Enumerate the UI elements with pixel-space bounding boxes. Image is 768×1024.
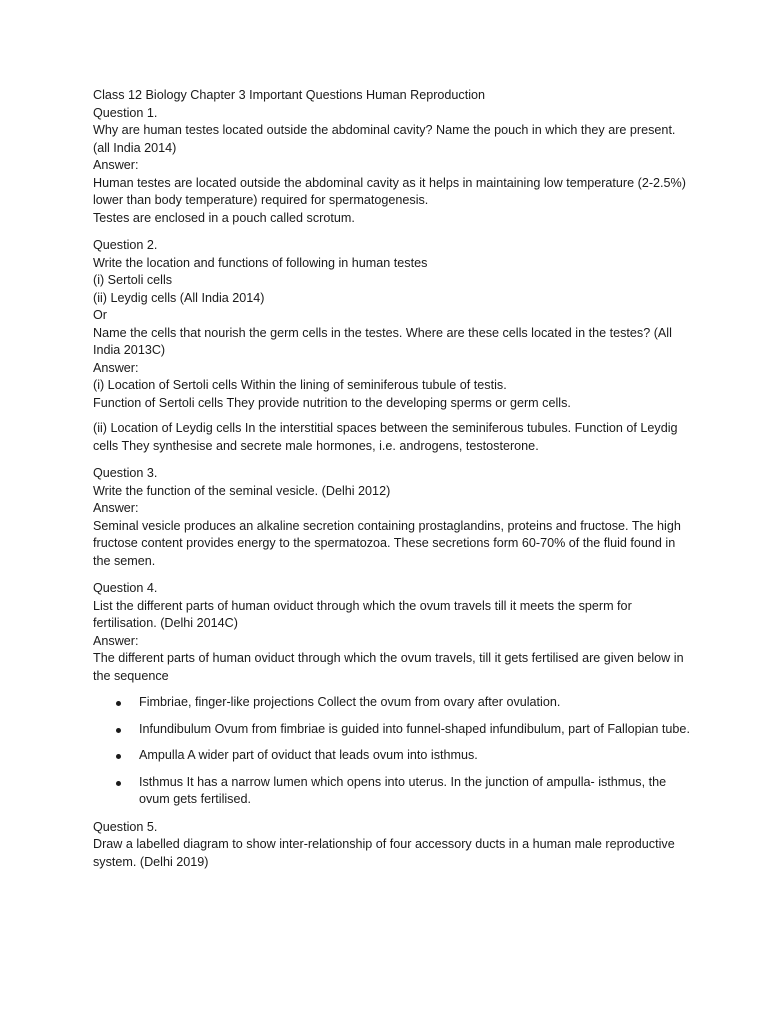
answer-label: Answer: [93, 360, 139, 375]
question-text: Draw a labelled diagram to show inter-relationship of four accessory ducts in a human male reproductive system. (Delhi 2019) [93, 837, 675, 869]
document-title: Class 12 Biology Chapter 3 Important Questions Human Reproduction [93, 88, 486, 102]
question-5 [93, 819, 693, 872]
answer-text: (ii) Location of Leydig cells In the interstitial spaces between the seminiferous tubules. Function of Leydig cells They synthesise and secrete male hormones, i.e. androgens, testosterone. [93, 421, 678, 453]
question-text: Why are human testes located outside the abdominal cavity? Name the pouch in which they are present. (all India 2014) [93, 123, 676, 155]
answer-text: Function of Sertoli cells They provide nutrition to the developing sperms or germ cells. [93, 395, 571, 410]
answer-text: Seminal vesicle produces an alkaline secretion containing prostaglandins, proteins and fructose. The high fructose content provides energy to the spermatozoa. These secretions form 60-70% of the fluid found in the semen. [93, 518, 681, 568]
question-2 [93, 237, 693, 455]
list-item [93, 747, 693, 765]
list-item-text: Fimbriae, finger-like projections Collect the ovum from ovary after ovulation. [139, 695, 561, 709]
question-text: Write the function of the seminal vesicle. (Delhi 2012) [93, 483, 391, 498]
list-item-text: Ampulla A wider part of oviduct that leads ovum into isthmus. [139, 748, 478, 762]
question-text: List the different parts of human oviduct through which the ovum travels till it meets the sperm for fertilisation. (Delhi 2014C) [93, 598, 632, 630]
question-heading: Question 4. [93, 581, 158, 595]
list-item [93, 774, 693, 809]
answer-text: Testes are enclosed in a pouch called scrotum. [93, 210, 355, 225]
answer-text: The different parts of human oviduct through which the ovum travels, till it gets fertilised are given below in the sequence [93, 651, 684, 683]
list-item-text: Infundibulum Ovum from fimbriae is guided into funnel-shaped infundibulum, part of Fallopian tube. [139, 721, 690, 736]
question-item: (ii) Leydig cells (All India 2014) [93, 290, 265, 305]
answer-label: Answer: [93, 158, 139, 172]
question-4 [93, 580, 693, 809]
question-item: (i) Sertoli cells [93, 273, 173, 287]
answer-text: (i) Location of Sertoli cells Within the lining of seminiferous tubule of testis. [93, 378, 507, 392]
list-item [93, 721, 693, 739]
document-page [93, 87, 693, 881]
question-text: Write the location and functions of following in human testes [93, 255, 428, 270]
question-3 [93, 465, 693, 570]
bullet-icon [116, 781, 121, 786]
bullet-icon [116, 728, 121, 733]
bullet-list [93, 694, 693, 809]
question-1 [93, 105, 693, 228]
bullet-icon [116, 701, 121, 706]
question-heading: Question 1. [93, 105, 158, 120]
or-separator: Or [93, 308, 107, 322]
answer-label: Answer: [93, 633, 139, 648]
question-heading: Question 5. [93, 819, 158, 834]
list-item [93, 694, 693, 712]
question-heading: Question 3. [93, 466, 158, 480]
question-heading: Question 2. [93, 238, 158, 252]
list-item-text: Isthmus It has a narrow lumen which opens into uterus. In the junction of ampulla- isthmus, the ovum gets fertilised. [139, 774, 667, 806]
question-text-alt: Name the cells that nourish the germ cells in the testes. Where are these cells located in the testes? (All India 2013C) [93, 325, 672, 357]
answer-text: Human testes are located outside the abdominal cavity as it helps in maintaining low temperature (2-2.5%) lower than body temperature) required for spermatogenesis. [93, 175, 686, 207]
bullet-icon [116, 754, 121, 759]
answer-label: Answer: [93, 501, 139, 515]
